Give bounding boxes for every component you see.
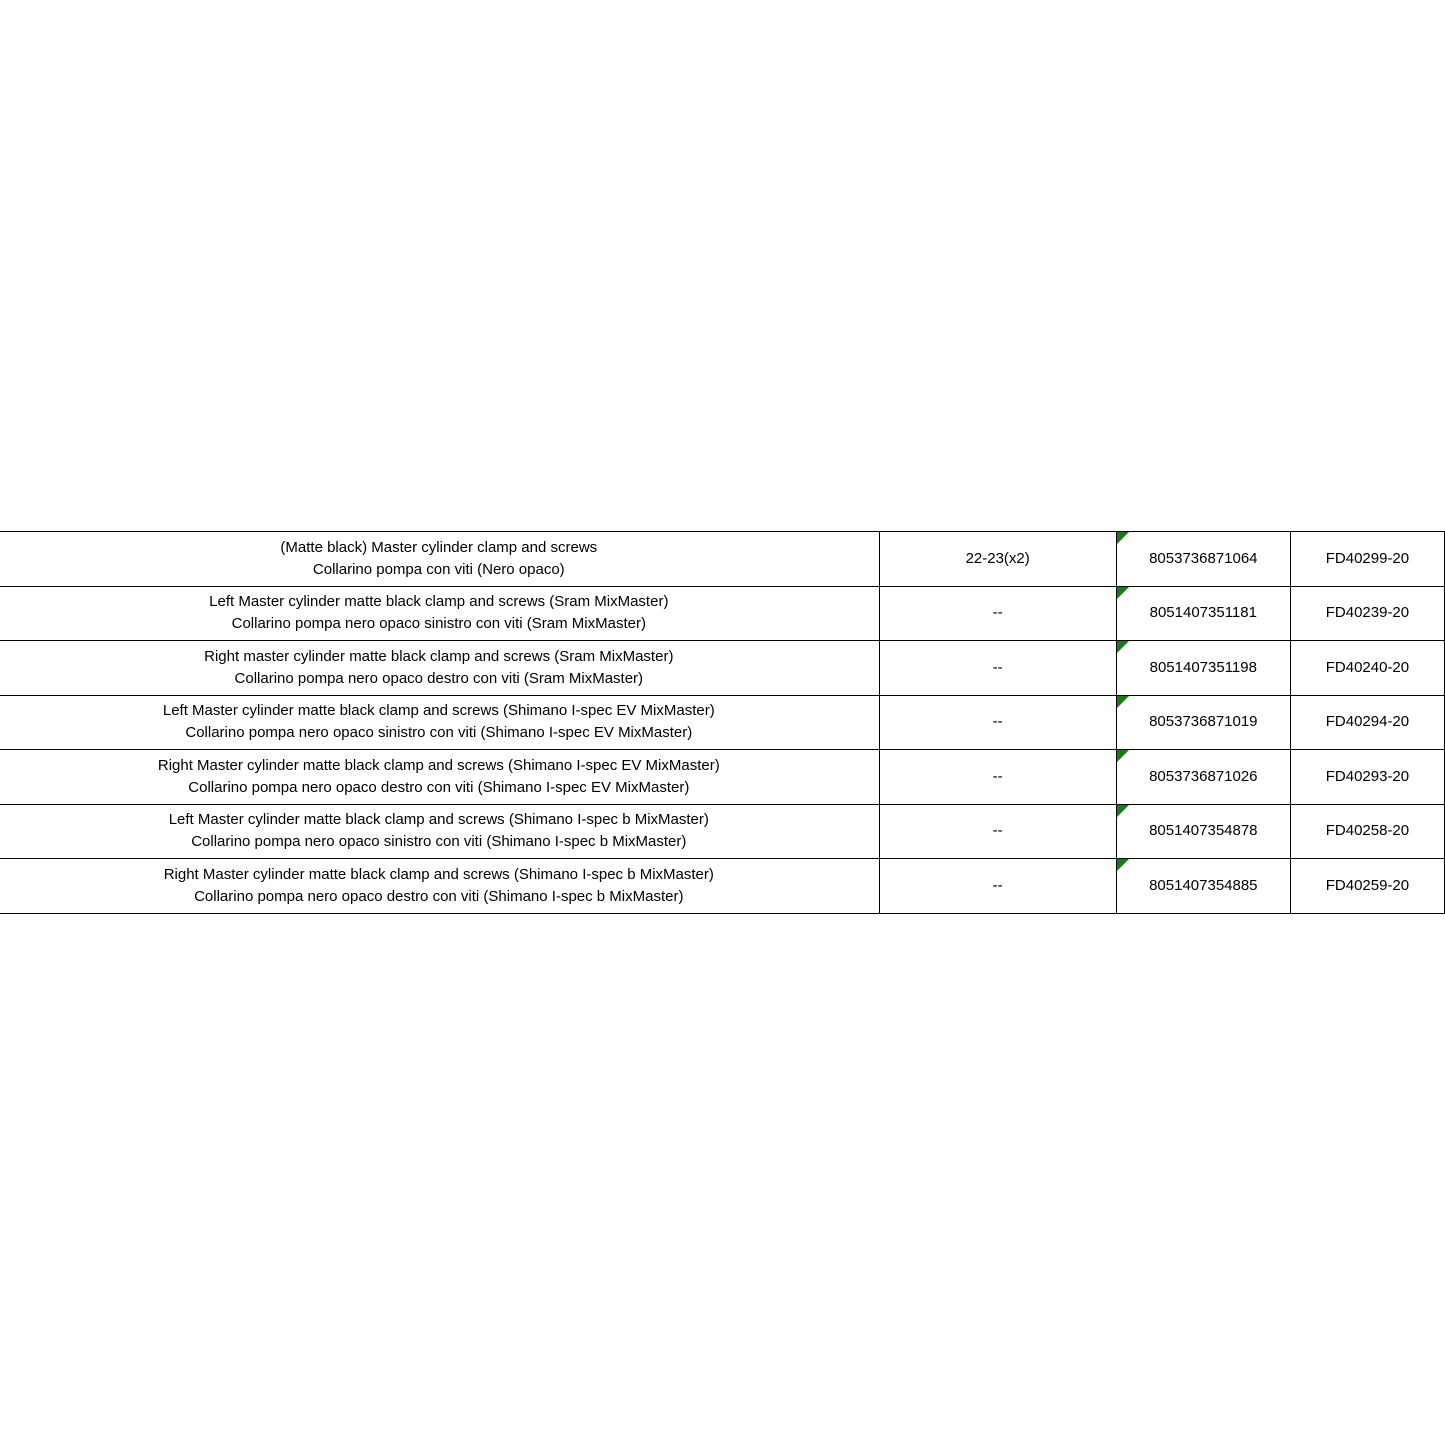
parts-table [0, 531, 1445, 914]
description-cell [0, 859, 879, 914]
ean-cell: 8053736871019 [1116, 695, 1290, 750]
ean-cell: 8053736871026 [1116, 750, 1290, 805]
code-cell: FD40239-20 [1290, 586, 1444, 641]
description-en: Right Master cylinder matte black clamp and screws (Shimano I-spec EV MixMaster) [157, 756, 720, 774]
table-row [0, 641, 1445, 696]
description-it: Collarino pompa nero opaco sinistro con viti (Shimano I-spec b MixMaster) [191, 833, 687, 851]
description-cell [0, 586, 879, 641]
ean-cell: 8051407351198 [1116, 641, 1290, 696]
code-cell: FD40293-20 [1290, 750, 1444, 805]
description-cell [0, 695, 879, 750]
code-cell: FD40258-20 [1290, 804, 1444, 859]
description-cell [0, 804, 879, 859]
code-cell: FD40240-20 [1290, 641, 1444, 696]
ean-cell: 8051407351181 [1116, 586, 1290, 641]
position-cell: -- [879, 750, 1116, 805]
ean-cell: 8051407354878 [1116, 804, 1290, 859]
table-row [0, 804, 1445, 859]
description-it: Collarino pompa nero opaco destro con viti (Shimano I-spec b MixMaster) [194, 887, 684, 905]
description-cell [0, 641, 879, 696]
position-cell: 22-23(x2) [879, 532, 1116, 587]
table-row [0, 859, 1445, 914]
description-en: Right Master cylinder matte black clamp and screws (Shimano I-spec b MixMaster) [163, 865, 714, 883]
description-cell [0, 750, 879, 805]
position-cell: -- [879, 586, 1116, 641]
description-it: Collarino pompa nero opaco sinistro con viti (Shimano I-spec EV MixMaster) [185, 724, 693, 742]
position-cell: -- [879, 804, 1116, 859]
description-en: (Matte black) Master cylinder clamp and screws [280, 538, 598, 556]
description-it: Collarino pompa nero opaco destro con viti (Shimano I-spec EV MixMaster) [188, 778, 690, 796]
code-cell: FD40299-20 [1290, 532, 1444, 587]
position-cell: -- [879, 859, 1116, 914]
table-row [0, 750, 1445, 805]
ean-cell: 8051407354885 [1116, 859, 1290, 914]
table-row [0, 586, 1445, 641]
description-en: Right master cylinder matte black clamp and screws (Sram MixMaster) [204, 647, 674, 665]
description-en: Left Master cylinder matte black clamp and screws (Sram MixMaster) [209, 593, 669, 611]
code-cell: FD40294-20 [1290, 695, 1444, 750]
position-cell: -- [879, 695, 1116, 750]
table-row [0, 695, 1445, 750]
description-it: Collarino pompa nero opaco destro con viti (Sram MixMaster) [234, 669, 644, 687]
ean-cell: 8053736871064 [1116, 532, 1290, 587]
description-it: Collarino pompa nero opaco sinistro con viti (Sram MixMaster) [231, 615, 646, 633]
description-en: Left Master cylinder matte black clamp and screws (Shimano I-spec EV MixMaster) [162, 702, 715, 720]
code-cell: FD40259-20 [1290, 859, 1444, 914]
position-cell: -- [879, 641, 1116, 696]
description-cell [0, 532, 879, 587]
description-en: Left Master cylinder matte black clamp and screws (Shimano I-spec b MixMaster) [168, 811, 709, 829]
table-row [0, 532, 1445, 587]
description-it: Collarino pompa con viti (Nero opaco) [312, 560, 565, 578]
